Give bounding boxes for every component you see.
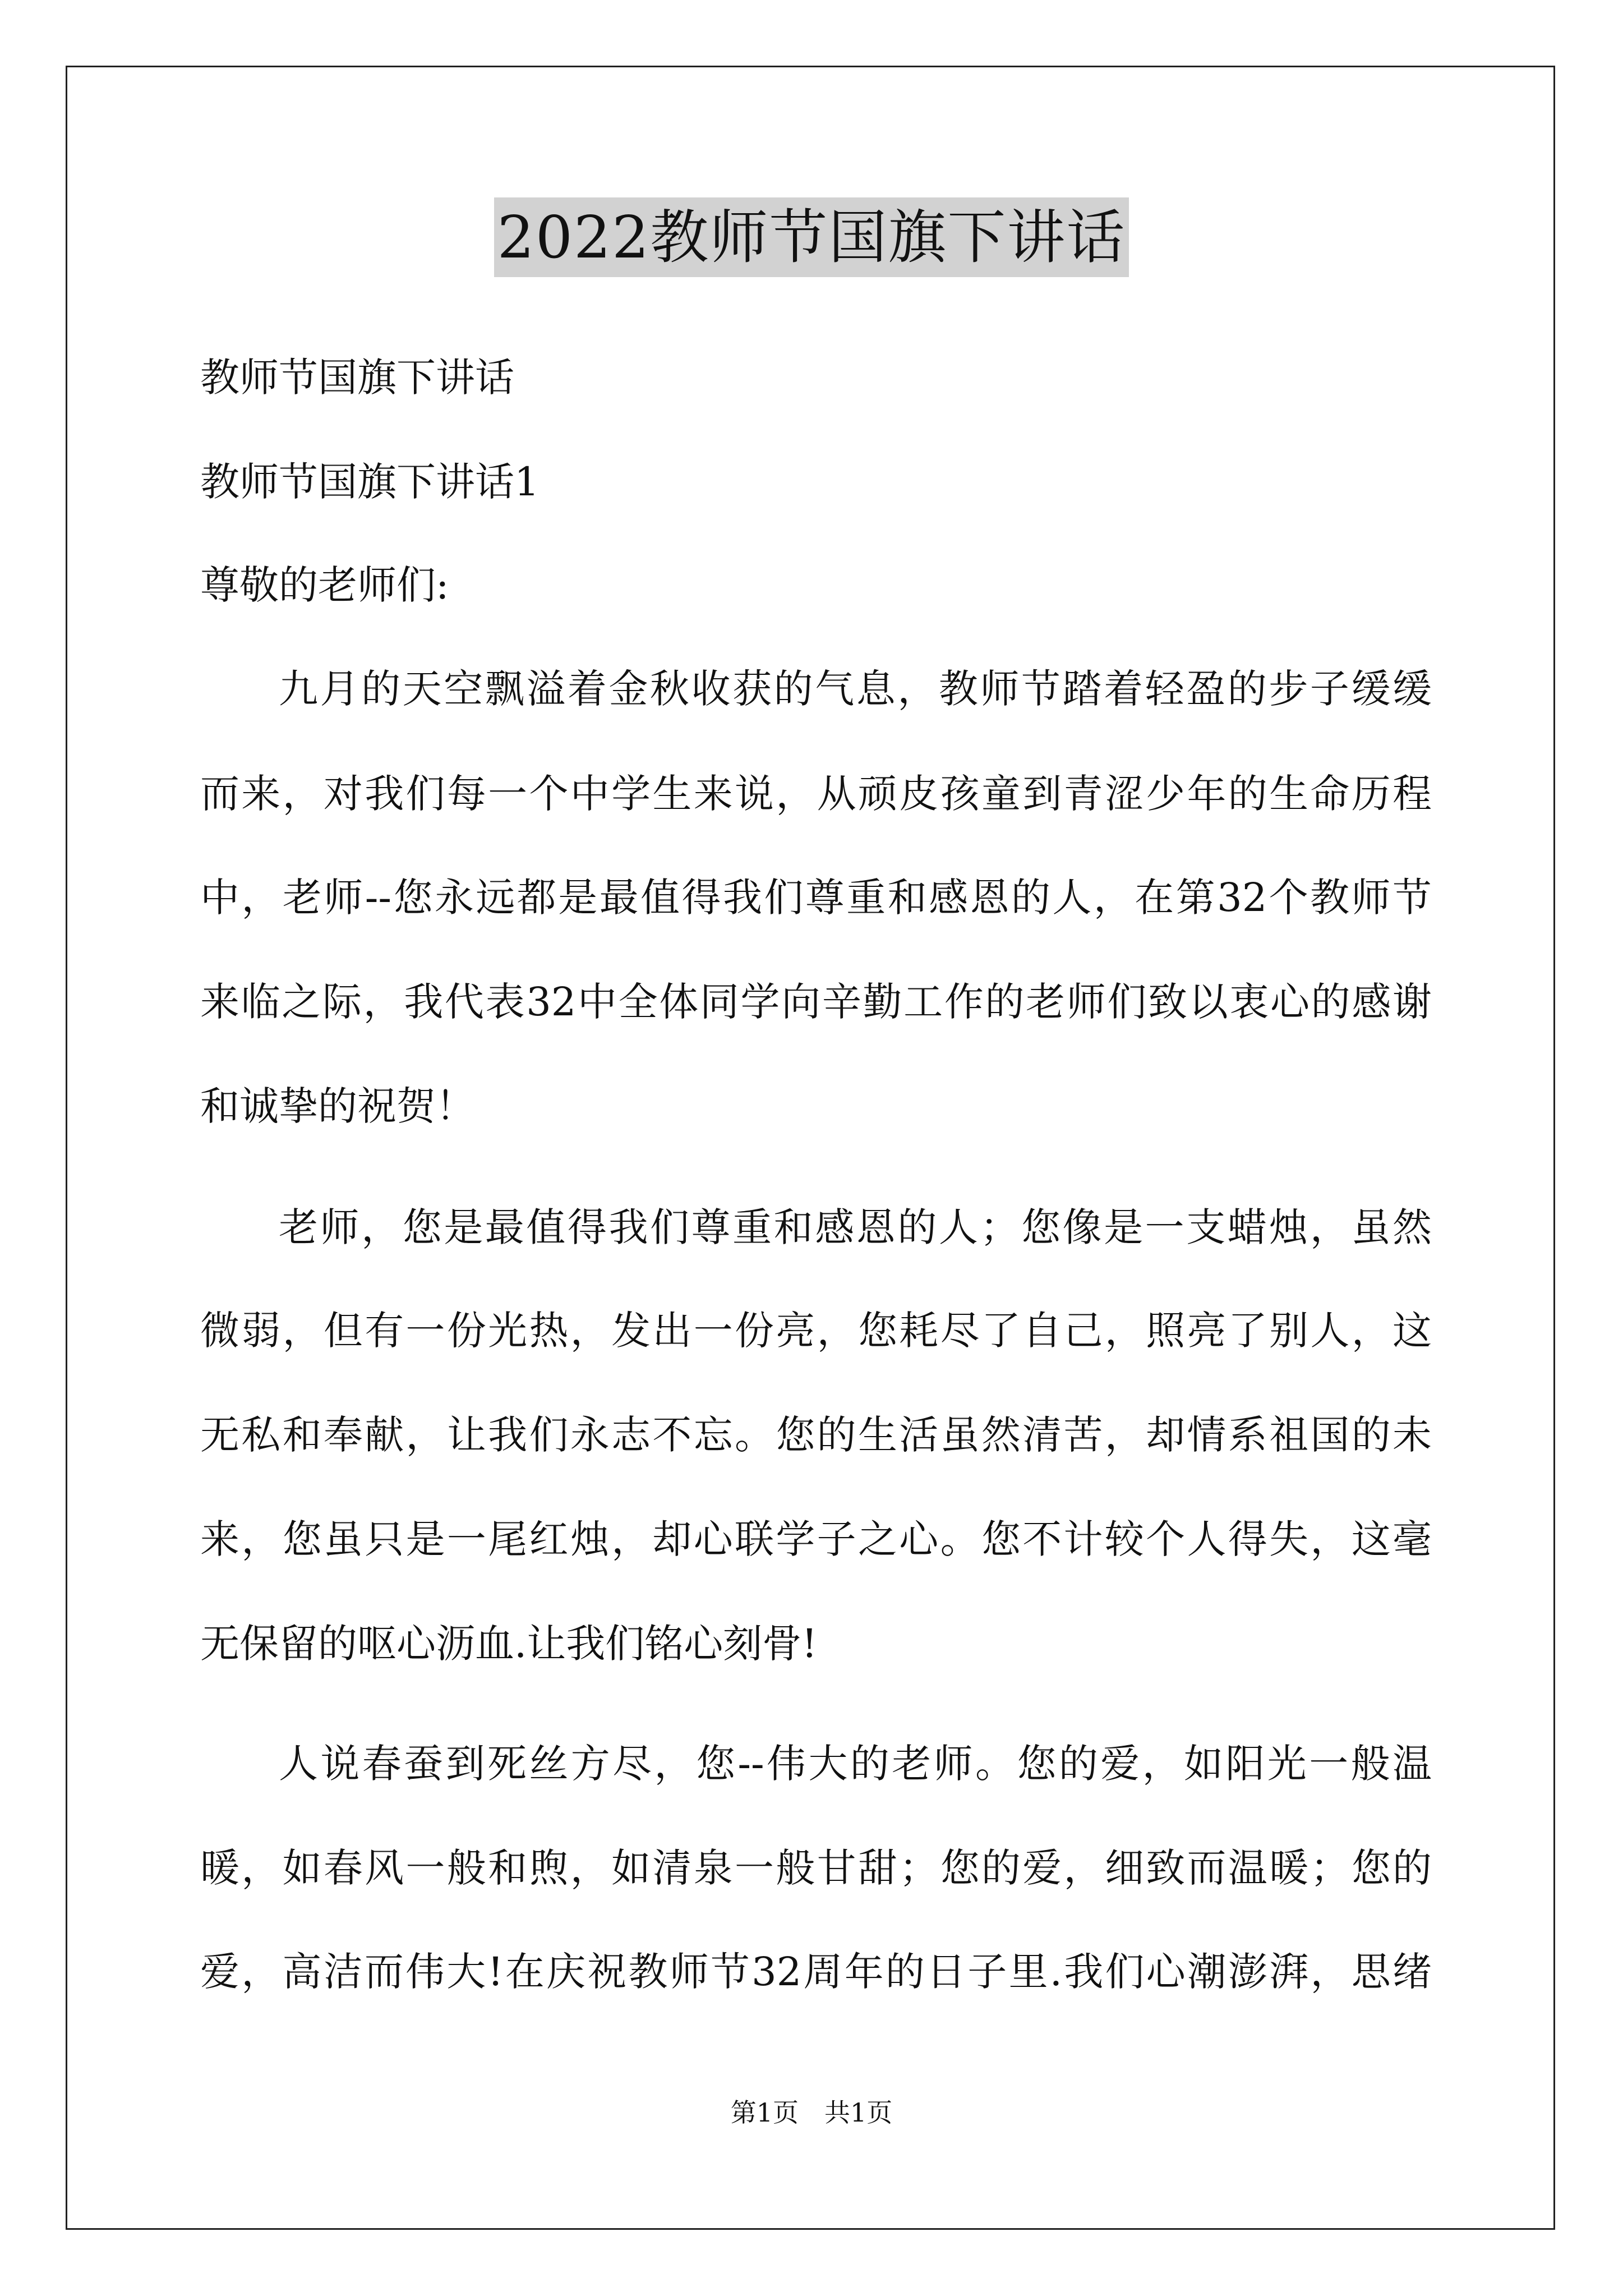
paragraph-line: 无保留的呕心沥血.让我们铭心刻骨! [200, 1621, 818, 1667]
paragraph-line: 来，您虽只是一尾红烛，却心联学子之心。您不计较个人得失，这毫 [200, 1516, 1432, 1562]
paragraph-line: 微弱，但有一份光热，发出一份亮，您耗尽了自己，照亮了别人，这 [200, 1308, 1432, 1354]
paragraph-line: 暖，如春风一般和煦，如清泉一般甘甜；您的爱，细致而温暖；您的 [200, 1845, 1432, 1891]
salutation: 尊敬的老师们: [200, 562, 449, 608]
paragraph-line: 九月的天空飘溢着金秋收获的气息，教师节踏着轻盈的步子缓缓 [279, 666, 1432, 712]
paragraph-line: 老师，您是最值得我们尊重和感恩的人；您像是一支蜡烛，虽然 [279, 1204, 1432, 1250]
paragraph-line: 无私和奉献，让我们永志不忘。您的生活虽然清苦，却情系祖国的未 [200, 1412, 1432, 1458]
paragraph-line: 来临之际，我代表32中全体同学向辛勤工作的老师们致以衷心的感谢 [200, 979, 1432, 1025]
paragraph-line: 爱，高洁而伟大!在庆祝教师节32周年的日子里.我们心潮澎湃，思绪 [200, 1949, 1432, 1995]
paragraph-line: 和诚挚的祝贺！ [200, 1083, 475, 1129]
document-title: 2022教师节国旗下讲话 [494, 197, 1129, 277]
page-number-footer: 第1页 共1页 [730, 2097, 893, 2128]
title-container [0, 197, 1623, 277]
paragraph-line: 而来，对我们每一个中学生来说，从顽皮孩童到青涩少年的生命历程 [200, 771, 1432, 817]
subtitle: 教师节国旗下讲话 [200, 355, 514, 401]
paragraph-line: 中，老师--您永远都是最值得我们尊重和感恩的人，在第32个教师节 [200, 875, 1432, 921]
paragraph-line: 人说春蚕到死丝方尽，您--伟大的老师。您的爱，如阳光一般温 [279, 1741, 1432, 1787]
section-heading: 教师节国旗下讲话1 [200, 459, 540, 505]
